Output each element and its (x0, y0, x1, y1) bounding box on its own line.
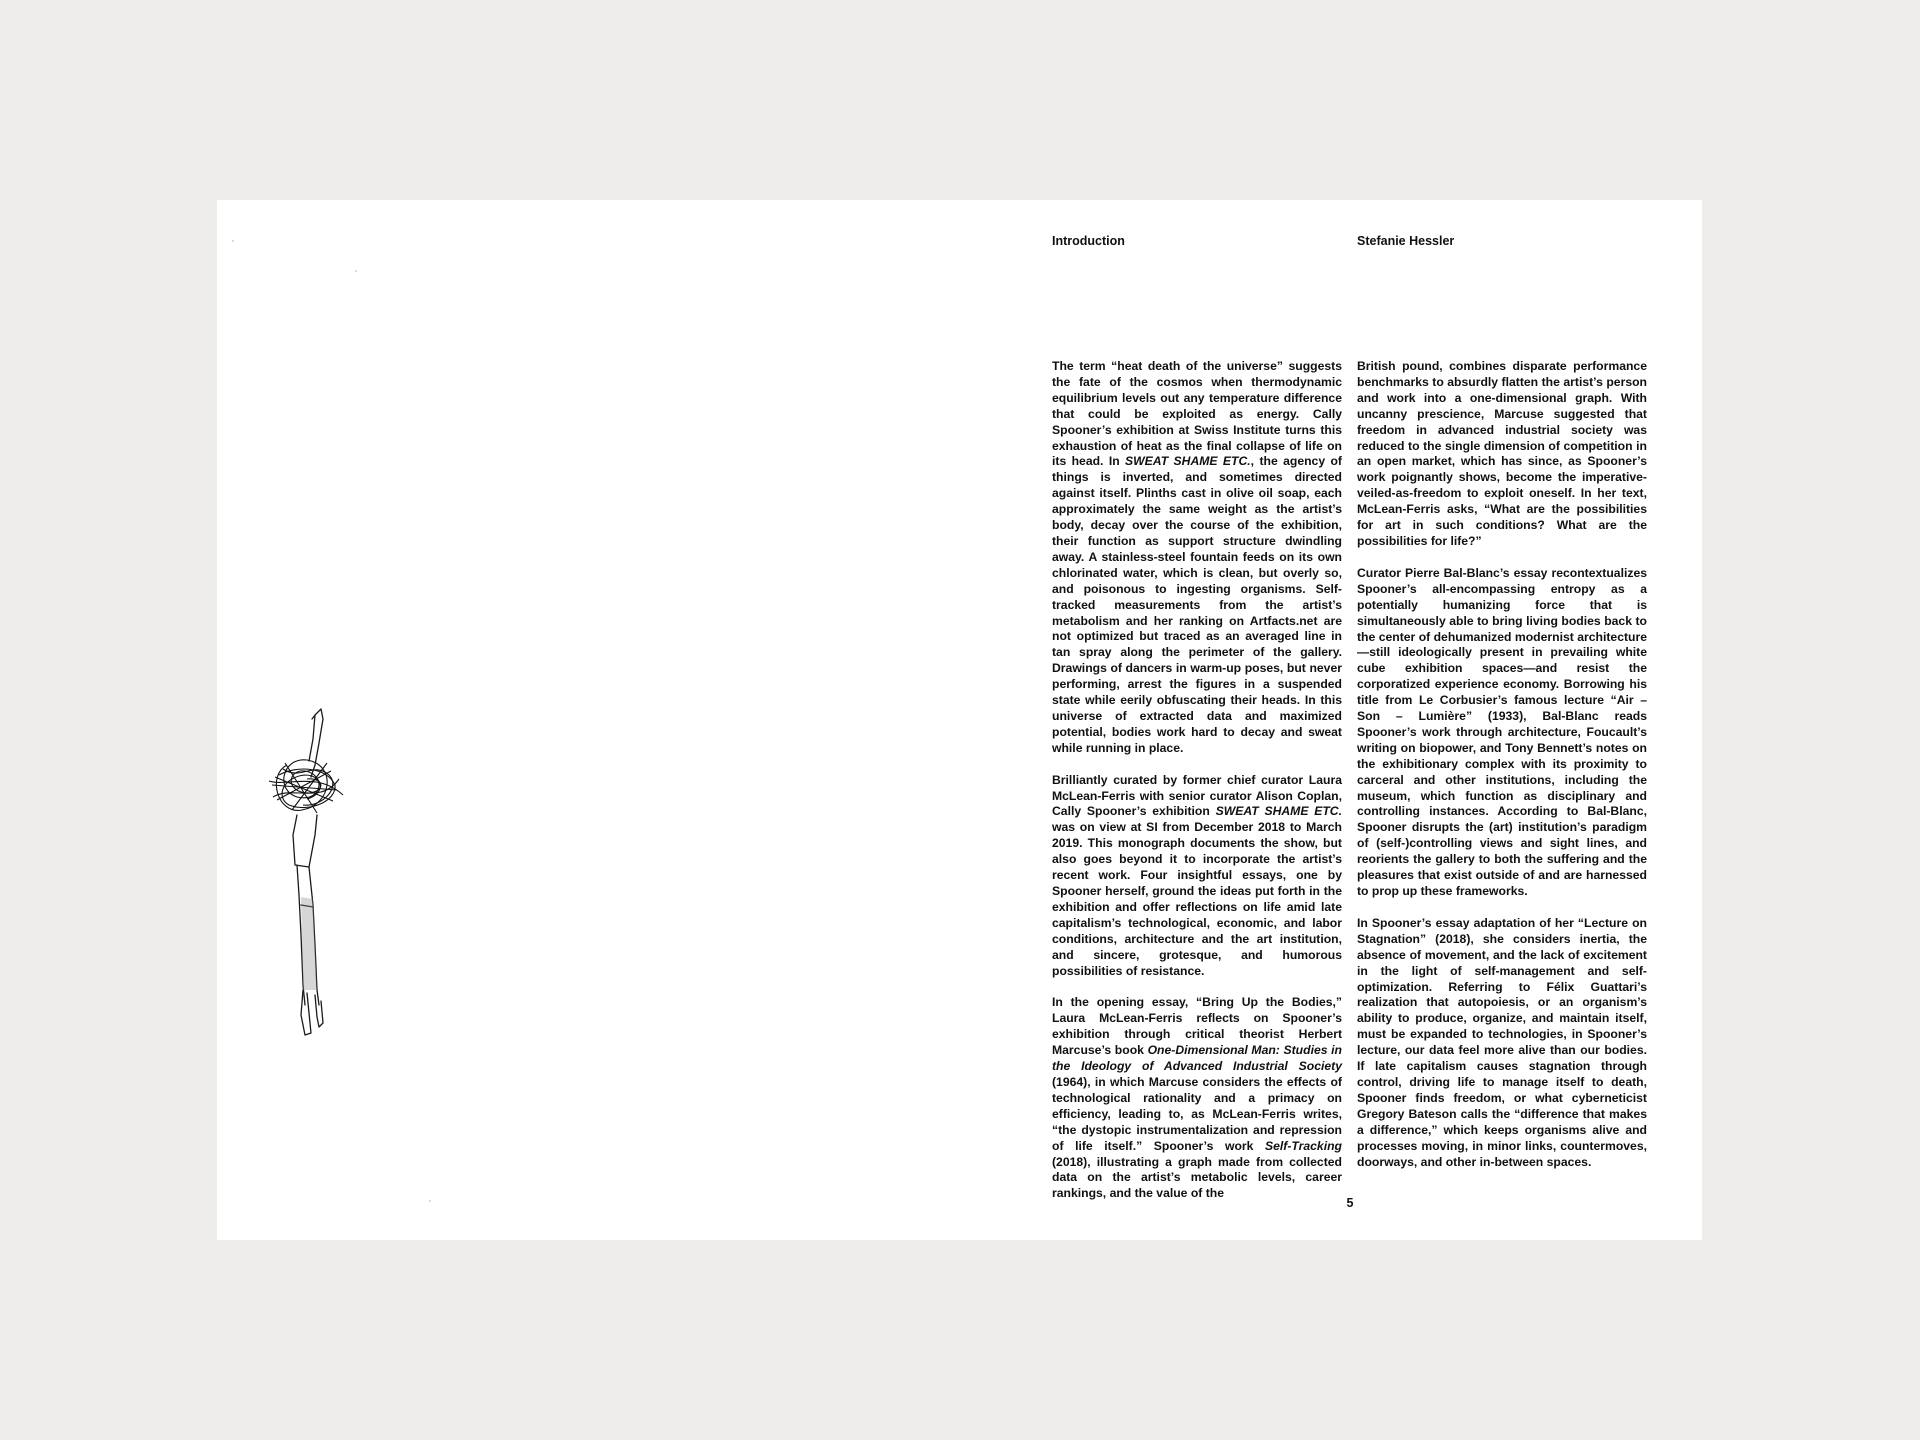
dancer-drawing-illustration (257, 705, 357, 1040)
paragraph: The term “heat death of the universe” suggests the fate of the cosmos when thermodynamic equilibrium levels out any temperature difference that could be exploited as energy. Cally Spooner’s exhibition at Swiss Institute turns this exhaustion of heat as the final collapse of life on its head. In SWEAT SHAME ETC., the agency of things is inverted, and sometimes directed against itself. Plinths cast in olive oil soap, each approximately the same weight as the artist’s body, decay over the course of the exhibition, their function as support structure dwindling away. A stainless-steel fountain feeds on its own chlorinated water, which is clean, but overly so, and poisonous to ingesting organisms. Self-tracked measurements from the artist’s metabolism and her ranking on Artfacts.net are not optimized but traced as an averaged line in tan spray along the perimeter of the gallery. Drawings of dancers in warm-up poses, but never performing, arrest the figures in a suspended state while eerily obfuscating their heads. In this universe of extracted data and maximized potential, bodies work hard to decay and sweat while running in place. (1052, 359, 1342, 755)
paragraph: In the opening essay, “Bring Up the Bodies,” Laura McLean-Ferris reflects on Spooner’s exhibition through critical theorist Herbert Marcuse’s book One-Dimensional Man: Studies in the Ideology of Advanced Industrial Society (1964), in which Marcuse considers the effects of technological rationality and a primacy on efficiency, leading to, as McLean-Ferris writes, “the dystopic instrumentalization and repression of life itself.” Spooner’s work Self-Tracking (2018), illustrating a graph made from collected data on the artist’s metabolic levels, career rankings, and the value of the (1052, 995, 1342, 1201)
paper-speck (429, 1200, 431, 1202)
section-title: Introduction (1052, 234, 1125, 248)
paragraph: Brilliantly curated by former chief curator Laura McLean-Ferris with senior curator Alison Coplan, Cally Spooner’s exhibition SWEAT SHAME ETC. was on view at SI from December 2018 to March 2019. This monograph documents the show, but also goes beyond it to incorporate the artist’s recent work. Four insightful essays, one by Spooner herself, ground the ideas put forth in the exhibition and offer reflections on life amid late capitalism’s technological, economic, and labor conditions, architecture and the art institution, and sincere, grotesque, and humorous possibilities of resistance. (1052, 772, 1342, 978)
paper-speck (232, 240, 234, 242)
paragraph: British pound, combines disparate performance benchmarks to absurdly flatten the artist’s person and work into a one-dimensional graph. With uncanny prescience, Marcuse suggested that freedom in advanced industrial society was reduced to the single dimension of competition in an open market, which has since, as Spooner’s work poignantly shows, become the imperative-veiled-as-freedom to exploit oneself. In her text, McLean-Ferris asks, “What are the possibilities for art in such conditions? What are the possibilities for life?” (1357, 359, 1647, 548)
paragraph: Curator Pierre Bal-Blanc’s essay recontextualizes Spooner’s all-encompassing entropy as a potentially humanizing force that is simultaneously able to bring living bodies back to the center of dehumanized modernist architecture—still ideologically present in prevailing white cube exhibition spaces—and resist the corporatized experience economy. Borrowing his title from Le Corbusier’s famous lecture “Air – Son – Lumière” (1933), Bal-Blanc reads Spooner’s work through architecture, Foucault’s writing on biopower, and Tony Bennett’s notes on the exhibitionary complex with its proximity to carceral and other institutions, including the museum, which function as disciplinary and controlling instances. According to Bal-Blanc, Spooner disrupts the (art) institution’s paradigm of (self-)controlling views and sight lines, and reorients the gallery to both the suffering and the pleasures that exist outside of and are harnessed to prop up these frameworks. (1357, 565, 1647, 898)
paragraph: In Spooner’s essay adaptation of her “Lecture on Stagnation” (2018), she considers inertia, the absence of movement, and the lack of excitement in the light of self-management and self-optimization. Referring to Félix Guattari’s realization that autopoiesis, or an organism’s ability to produce, organize, and maintain itself, must be expanded to technologies, in Spooner’s lecture, our data feel more alive than our bodies. If late capitalism causes stagnation through control, driving life to manage itself to death, Spooner finds freedom, or what cyberneticist Gregory Bateson calls the “difference that makes a difference,” which keeps organisms alive and processes moving, in minor links, countermoves, doorways, and other in-between spaces. (1357, 915, 1647, 1169)
page-number: 5 (1346, 1196, 1354, 1210)
body-column-right (1357, 359, 1647, 1170)
body-column-left (1052, 359, 1342, 1202)
paper-speck (355, 270, 357, 272)
author-name: Stefanie Hessler (1357, 234, 1455, 248)
